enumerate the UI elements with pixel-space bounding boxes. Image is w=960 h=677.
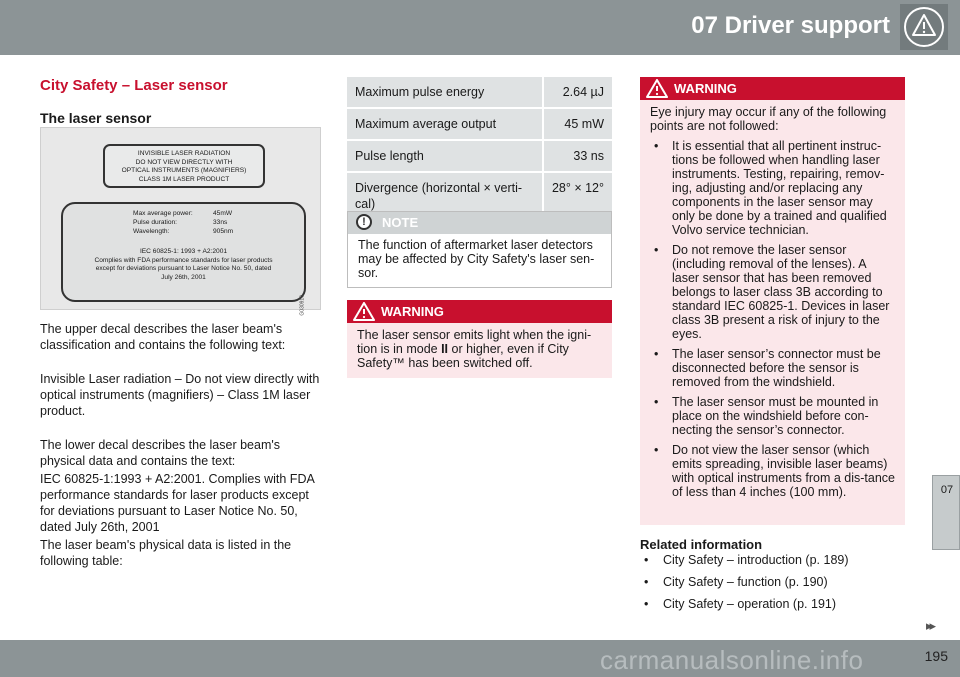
warning-triangle-icon (353, 302, 375, 321)
warning-list (640, 139, 905, 499)
related-link[interactable]: • City Safety – operation (p. 191) (640, 597, 910, 611)
warning-triangle-icon (900, 4, 948, 50)
decal-line: except for deviations pursuant to Laser Notice No. 50, dated (95, 265, 272, 273)
decal-spec-row (133, 210, 232, 219)
table-row (347, 108, 612, 140)
spec-label: Pulse length (347, 140, 543, 172)
list-item: • It is essential that all pertinent instruc-tions be followed when handling laser instruments. Testing, repairing, remov-ing, adjusting and/or replacing any components in the laser sensor may only be done by a trained and qualified Volvo service technician. (650, 139, 895, 237)
decal-compliance-text (63, 248, 304, 282)
table-row (347, 77, 612, 108)
spec-value: 2.64 µJ (543, 77, 612, 108)
upper-decal-line: CLASS 1M LASER PRODUCT (138, 175, 230, 183)
decal-spec-key: Max average power: (133, 210, 193, 217)
chapter-title: 07 Driver support (691, 12, 890, 39)
decal-spec-value: 905nm (213, 228, 234, 235)
spec-label: Divergence (horizontal × verti-cal) (347, 172, 543, 220)
chapter-tab[interactable] (932, 475, 960, 550)
warning-header (640, 77, 905, 100)
related-link[interactable]: • City Safety – introduction (p. 189) (640, 553, 910, 567)
header-bar (0, 0, 960, 55)
note-box (347, 211, 612, 288)
upper-decal-line: DO NOT VIEW DIRECTLY WITH (135, 158, 233, 166)
decal-spec-row (133, 219, 227, 228)
lower-decal (61, 202, 306, 302)
related-link[interactable]: • City Safety – function (p. 190) (640, 575, 910, 589)
double-chevron-right-icon[interactable]: ▸▸ (926, 618, 934, 633)
paragraph: The lower decal describes the laser beam's physical data and contains the text: (40, 438, 281, 468)
info-icon: ! (356, 214, 372, 230)
note-header (348, 212, 611, 234)
upper-decal (103, 144, 265, 188)
note-text: The function of aftermarket laser detectors may be affected by City Safety's laser sen-sor. (358, 238, 595, 280)
paragraph: IEC 60825-1:1993 + A2:2001. Complies with FDA performance standards for laser products except for deviations pursuant to Laser Notice No. 50, dated July 26th, 2001 (40, 472, 315, 534)
warning-text-part: The laser sensor emits light when the igni-tion is in mode (357, 328, 592, 356)
spec-label: Maximum average output (347, 108, 543, 140)
related-list (640, 553, 910, 619)
decal-spec-row (133, 228, 233, 237)
list-item: • The laser sensor must be mounted in place on the windshield before con-necting the sensor’s connector. (650, 395, 895, 437)
warning-text (347, 323, 612, 375)
note-label: NOTE (382, 215, 419, 230)
paragraph: The laser beam's physical data is listed in the following table: (40, 538, 292, 568)
warning-box-ignition (347, 300, 612, 378)
section-subtitle: The laser sensor (40, 110, 152, 126)
paragraph: Invisible Laser radiation – Do not view directly with optical instruments (magnifiers) – Class 1M laser product. (40, 372, 320, 418)
decal-line: Complies with FDA performance standards for laser products (94, 256, 273, 264)
table-row (347, 140, 612, 172)
chapter-tab-label: 07 (940, 484, 954, 496)
related-title: Related information (640, 537, 763, 552)
decal-line: July 26th, 2001 (161, 273, 206, 281)
image-id: G030910 (300, 295, 306, 316)
warning-box-eye-injury (640, 77, 905, 525)
decal-line: IEC 60825-1: 1993 + A2:2001 (139, 248, 228, 255)
spec-label: Maximum pulse energy (347, 77, 543, 108)
warning-text-part: or higher, even if City Safety™ has been switched off. (357, 342, 569, 370)
spec-value: 28° × 12° (543, 172, 612, 220)
list-item: • The laser sensor’s connector must be disconnected before the sensor is removed from the windshield. (650, 347, 895, 389)
decal-spec-key: Pulse duration: (133, 219, 177, 226)
warning-header (347, 300, 612, 323)
decal-spec-key: Wavelength: (133, 228, 170, 235)
warning-triangle-icon (646, 79, 668, 98)
warning-label: WARNING (381, 304, 444, 319)
page-number: 195 (924, 648, 948, 664)
upper-decal-line: INVISIBLE LASER RADIATION (137, 150, 231, 157)
warning-intro: Eye injury may occur if any of the following points are not followed: (650, 105, 887, 133)
decal-spec-value: 45mW (213, 210, 233, 217)
upper-decal-line: OPTICAL INSTRUMENTS (MAGNIFIERS) (121, 167, 247, 174)
warning-label: WARNING (674, 81, 737, 96)
decal-spec-value: 33ns (213, 219, 228, 226)
laser-decals-image (40, 127, 321, 316)
laser-spec-table (347, 77, 612, 221)
list-item: • Do not view the laser sensor (which emits spreading, invisible laser beams) with optical instruments from a dis-tance of less than 4 inches (100 mm). (650, 443, 895, 499)
spec-value: 33 ns (543, 140, 612, 172)
section-title: City Safety – Laser sensor (40, 77, 228, 94)
list-item: • Do not remove the laser sensor (including removal of the lenses). A laser sensor that has been removed belongs to laser class 3B according to standard IEC 60825-1. Devices in laser class 3B present a risk of injury to the eyes. (650, 243, 895, 341)
spec-value: 45 mW (543, 108, 612, 140)
paragraph: The upper decal describes the laser beam's classification and contains the following text: (40, 322, 286, 352)
watermark: carmanualsonline.info (600, 645, 864, 675)
header-warning-box (900, 4, 948, 50)
ignition-mode: II (441, 342, 449, 356)
